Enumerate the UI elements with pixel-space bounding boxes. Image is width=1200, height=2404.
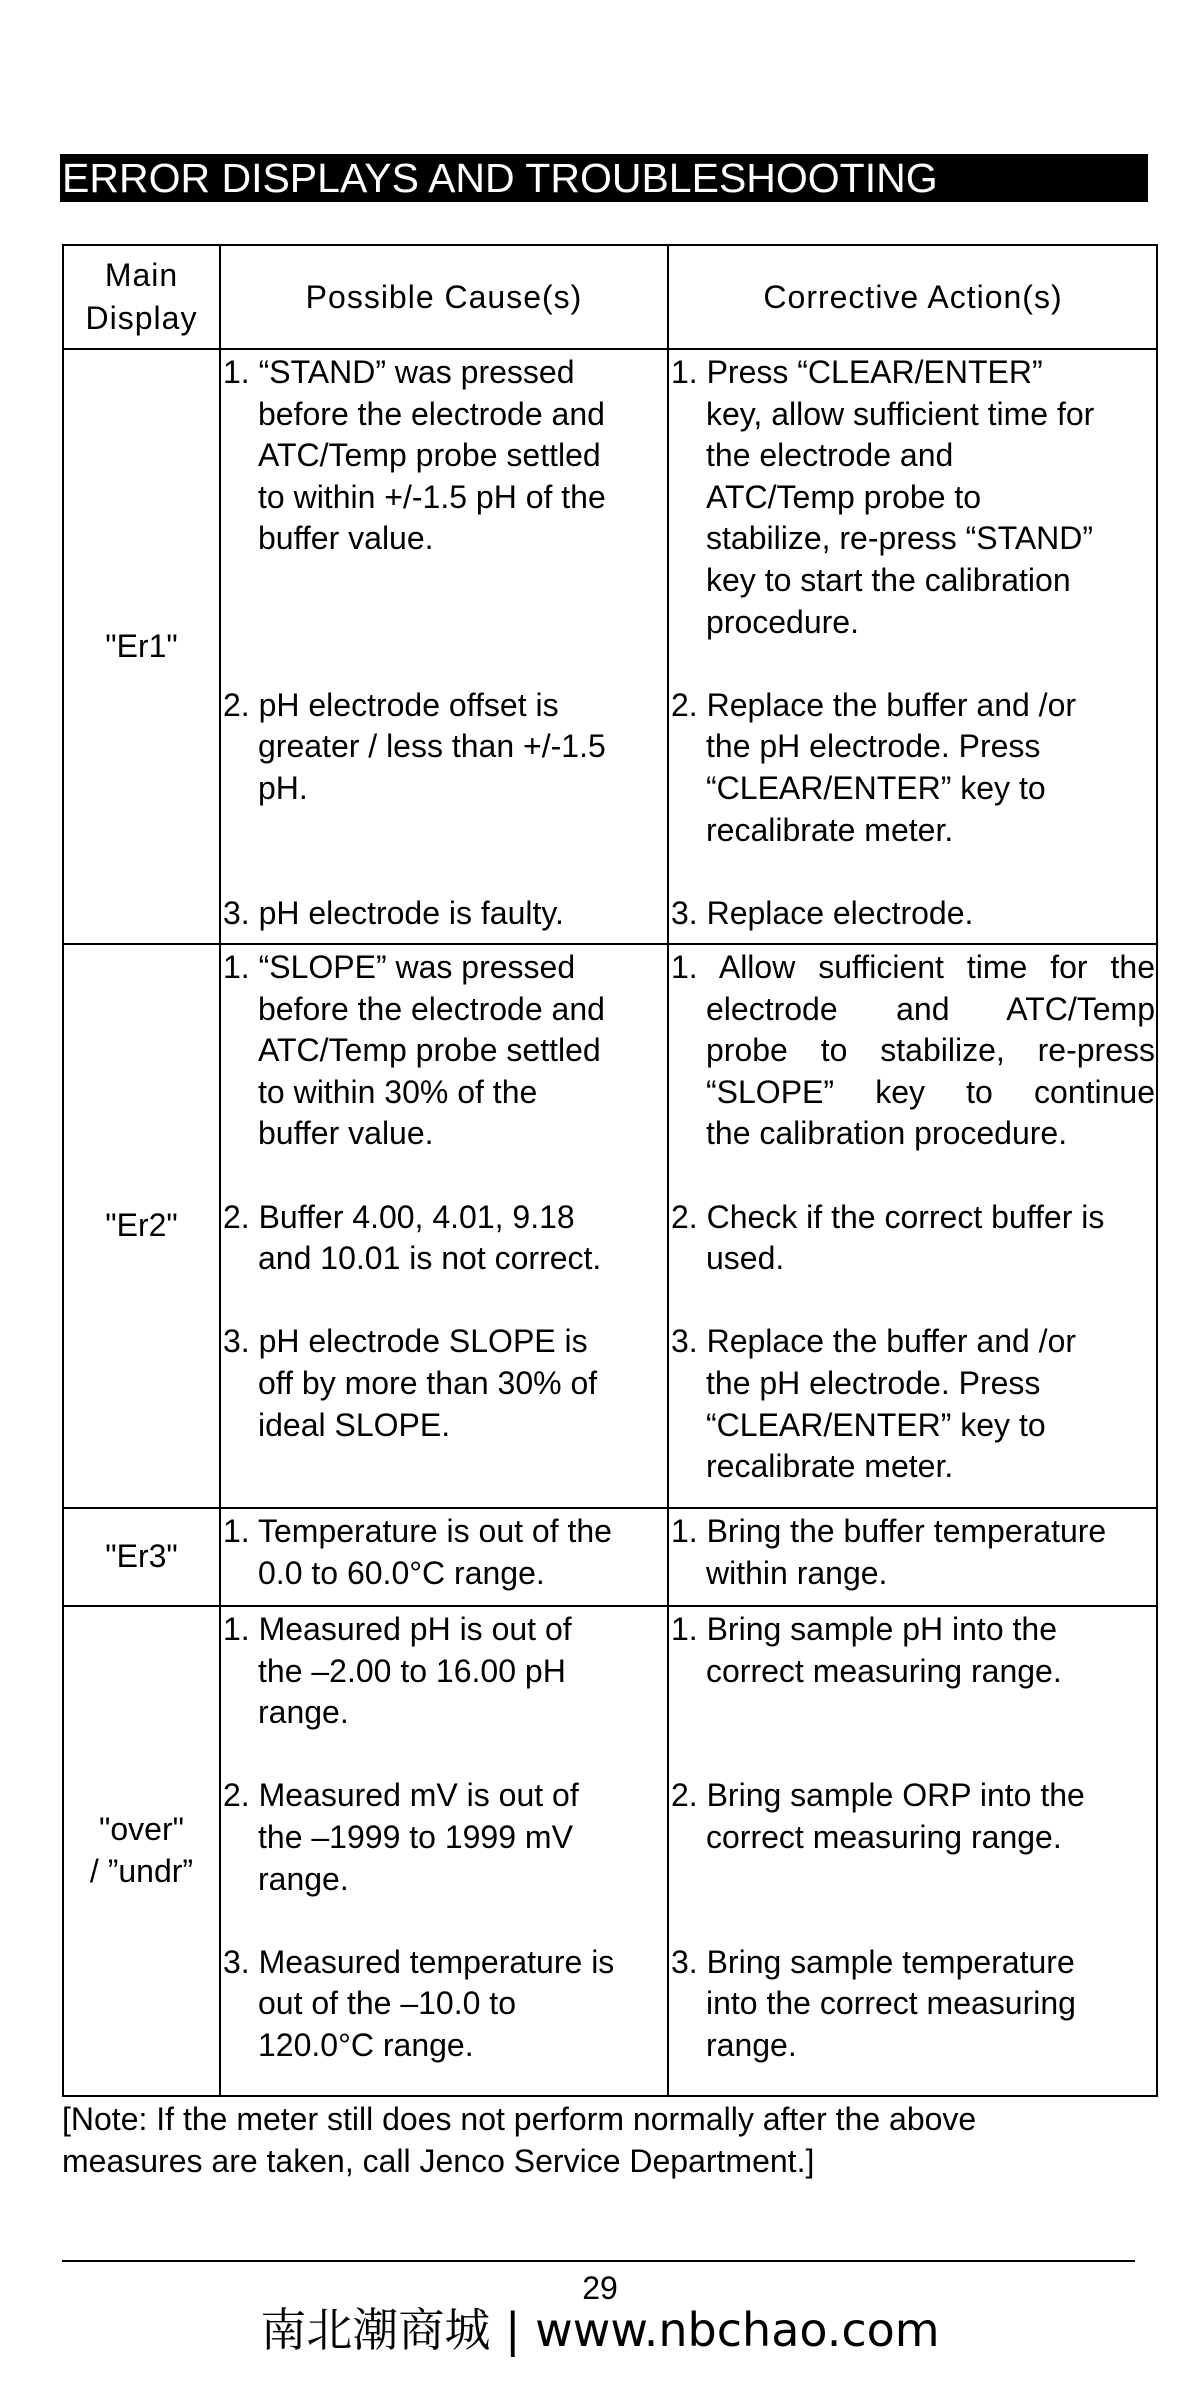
corrective-actions-cell <box>669 1607 1157 2095</box>
main-display-code: "over" <box>99 1811 184 1848</box>
cause-item-line: buffer value. <box>258 1115 434 1152</box>
cause-item-line: 2. pH electrode offset is <box>223 686 559 723</box>
action-item-line: procedure. <box>706 603 859 640</box>
action-item <box>671 1942 1155 2067</box>
cause-item-line: range. <box>258 1694 349 1731</box>
action-item-line: 1. Allow sufficient time for the <box>671 949 1155 985</box>
table-row <box>64 943 1156 1507</box>
action-item-line: correct measuring range. <box>706 1818 1062 1855</box>
possible-causes-cell <box>221 1607 667 2095</box>
troubleshooting-table <box>62 244 1158 2097</box>
cause-item <box>223 1609 665 1734</box>
action-item-line: key to start the calibration <box>706 561 1071 598</box>
table-header-row <box>64 246 1156 348</box>
action-item-line: 1. Bring sample pH into the <box>671 1611 1057 1647</box>
action-item-line: 2. Bring sample ORP into the <box>671 1777 1085 1814</box>
cause-item-line: to within 30% of the <box>258 1073 538 1110</box>
possible-causes-cell <box>221 350 667 943</box>
cause-item-line: 0.0 to 60.0°C range. <box>258 1554 545 1591</box>
cause-item <box>223 1775 665 1900</box>
main-display-code: "Er1" <box>105 627 178 664</box>
action-item-line: “CLEAR/ENTER” key to <box>706 1406 1046 1443</box>
cause-item <box>223 1197 665 1280</box>
cause-item <box>223 947 665 1155</box>
cause-item-line: greater / less than +/-1.5 <box>258 728 606 765</box>
cause-item-line: 1. “STAND” was pressed <box>223 354 575 390</box>
cause-item-line: out of the –10.0 to <box>258 1985 516 2022</box>
header-main-display-line: Main <box>104 257 179 293</box>
possible-causes-cell <box>221 945 667 1507</box>
cause-item <box>223 893 665 935</box>
cause-item-line: and 10.01 is not correct. <box>258 1240 602 1277</box>
action-item-line: the pH electrode. Press <box>706 1364 1041 1401</box>
corrective-actions-cell <box>669 350 1157 943</box>
cause-item <box>223 685 665 810</box>
action-item-line: into the correct measuring <box>706 1985 1076 2022</box>
note-line: [Note: If the meter still does not perform normally after the above <box>62 2101 977 2137</box>
cause-item-line: buffer value. <box>258 520 434 557</box>
main-display-cell <box>64 1509 219 1605</box>
action-item <box>671 1321 1155 1487</box>
footer-rule <box>62 2260 1135 2262</box>
main-display-cell <box>64 945 219 1507</box>
action-item-line: 2. Replace the buffer and /or <box>671 686 1077 723</box>
action-item-line: probe to stabilize, re-press <box>706 1032 1155 1069</box>
action-item <box>671 1609 1155 1692</box>
action-item-line: 1. Press “CLEAR/ENTER” <box>671 354 1043 390</box>
action-item-line: the calibration procedure. <box>706 1115 1068 1152</box>
cause-item-line: the –1999 to 1999 mV <box>258 1818 573 1855</box>
action-item-line: the electrode and <box>706 437 954 474</box>
note <box>62 2098 1182 2182</box>
action-item <box>671 352 1155 643</box>
cause-item-line: 120.0°C range. <box>258 2026 474 2063</box>
action-item-line: 3. Bring sample temperature <box>671 1943 1075 1980</box>
table-row <box>64 348 1156 943</box>
section-title: ERROR DISPLAYS AND TROUBLESHOOTING <box>60 154 1148 202</box>
action-item-line: 1. Bring the buffer temperature <box>671 1513 1107 1549</box>
table-row <box>64 1605 1156 2095</box>
cause-item-line: range. <box>258 1860 349 1897</box>
action-item-line: key, allow sufficient time for <box>706 395 1095 432</box>
cause-item <box>223 1942 665 2067</box>
action-item-line: 2. Check if the correct buffer is <box>671 1198 1105 1235</box>
header-corrective-actions: Corrective Action(s) <box>763 278 1063 315</box>
header-main-display-line: Display <box>85 300 198 336</box>
cause-item-line: 1. Measured pH is out of <box>223 1611 572 1647</box>
header-possible-causes: Possible Cause(s) <box>305 278 583 315</box>
cause-item-line: to within +/-1.5 pH of the <box>258 478 606 515</box>
cause-item <box>223 352 665 560</box>
action-item-line: correct measuring range. <box>706 1652 1062 1689</box>
action-item <box>671 1775 1155 1858</box>
cause-item-line: ATC/Temp probe settled <box>258 437 601 474</box>
header-main-display <box>64 246 219 348</box>
main-display-cell <box>64 1607 219 2095</box>
main-display-code: / ”undr” <box>89 1853 194 1889</box>
action-item-line: the pH electrode. Press <box>706 728 1041 765</box>
cause-item-line: before the electrode and <box>258 990 605 1027</box>
action-item-line: electrode and ATC/Temp <box>706 990 1155 1027</box>
table-row <box>64 1507 1156 1605</box>
action-item-line: within range. <box>706 1554 888 1591</box>
action-item-line: range. <box>706 2026 797 2063</box>
cause-item-line: 3. pH electrode SLOPE is <box>223 1323 588 1360</box>
action-item <box>671 1511 1155 1594</box>
note-line: measures are taken, call Jenco Service Department.] <box>62 2143 815 2179</box>
cause-item-line: 3. Measured temperature is <box>223 1943 615 1980</box>
cause-item-line: 3. pH electrode is faulty. <box>223 894 564 931</box>
action-item-line: stabilize, re-press “STAND” <box>706 520 1094 557</box>
action-item <box>671 893 1155 935</box>
action-item-line: 3. Replace electrode. <box>671 894 974 931</box>
main-display-code: "Er3" <box>105 1538 178 1575</box>
page-number: 29 <box>582 2270 618 2306</box>
cause-item-line: ideal SLOPE. <box>258 1406 451 1443</box>
main-display-code: "Er2" <box>105 1207 178 1244</box>
cause-item-line: ATC/Temp probe settled <box>258 1032 601 1069</box>
action-item <box>671 947 1155 1155</box>
cause-item-line: pH. <box>258 769 308 806</box>
cause-item-line: 1. Temperature is out of the <box>223 1513 612 1549</box>
action-item-line: “CLEAR/ENTER” key to <box>706 769 1046 806</box>
cause-item-line: 2. Measured mV is out of <box>223 1777 579 1814</box>
cause-item <box>223 1321 665 1446</box>
action-item-line: recalibrate meter. <box>706 1448 954 1485</box>
cause-item-line: 1. “SLOPE” was pressed <box>223 949 576 985</box>
corrective-actions-cell <box>669 1509 1157 1605</box>
cause-item <box>223 1511 665 1594</box>
possible-causes-cell <box>221 1509 667 1605</box>
main-display-cell <box>64 350 219 943</box>
action-item-line: ATC/Temp probe to <box>706 478 982 515</box>
corrective-actions-cell <box>669 945 1157 1507</box>
cause-item-line: before the electrode and <box>258 395 605 432</box>
action-item-line: 3. Replace the buffer and /or <box>671 1323 1077 1360</box>
watermark-text: 南北潮商城 | www.nbchao.com <box>260 2303 940 2357</box>
cause-item-line: off by more than 30% of <box>258 1364 598 1401</box>
action-item <box>671 685 1155 851</box>
cause-item-line: the –2.00 to 16.00 pH <box>258 1652 566 1689</box>
cause-item-line: 2. Buffer 4.00, 4.01, 9.18 <box>223 1198 575 1235</box>
action-item-line: recalibrate meter. <box>706 811 954 848</box>
action-item-line: “SLOPE” key to continue <box>706 1073 1155 1110</box>
action-item-line: used. <box>706 1240 785 1277</box>
action-item <box>671 1197 1155 1280</box>
